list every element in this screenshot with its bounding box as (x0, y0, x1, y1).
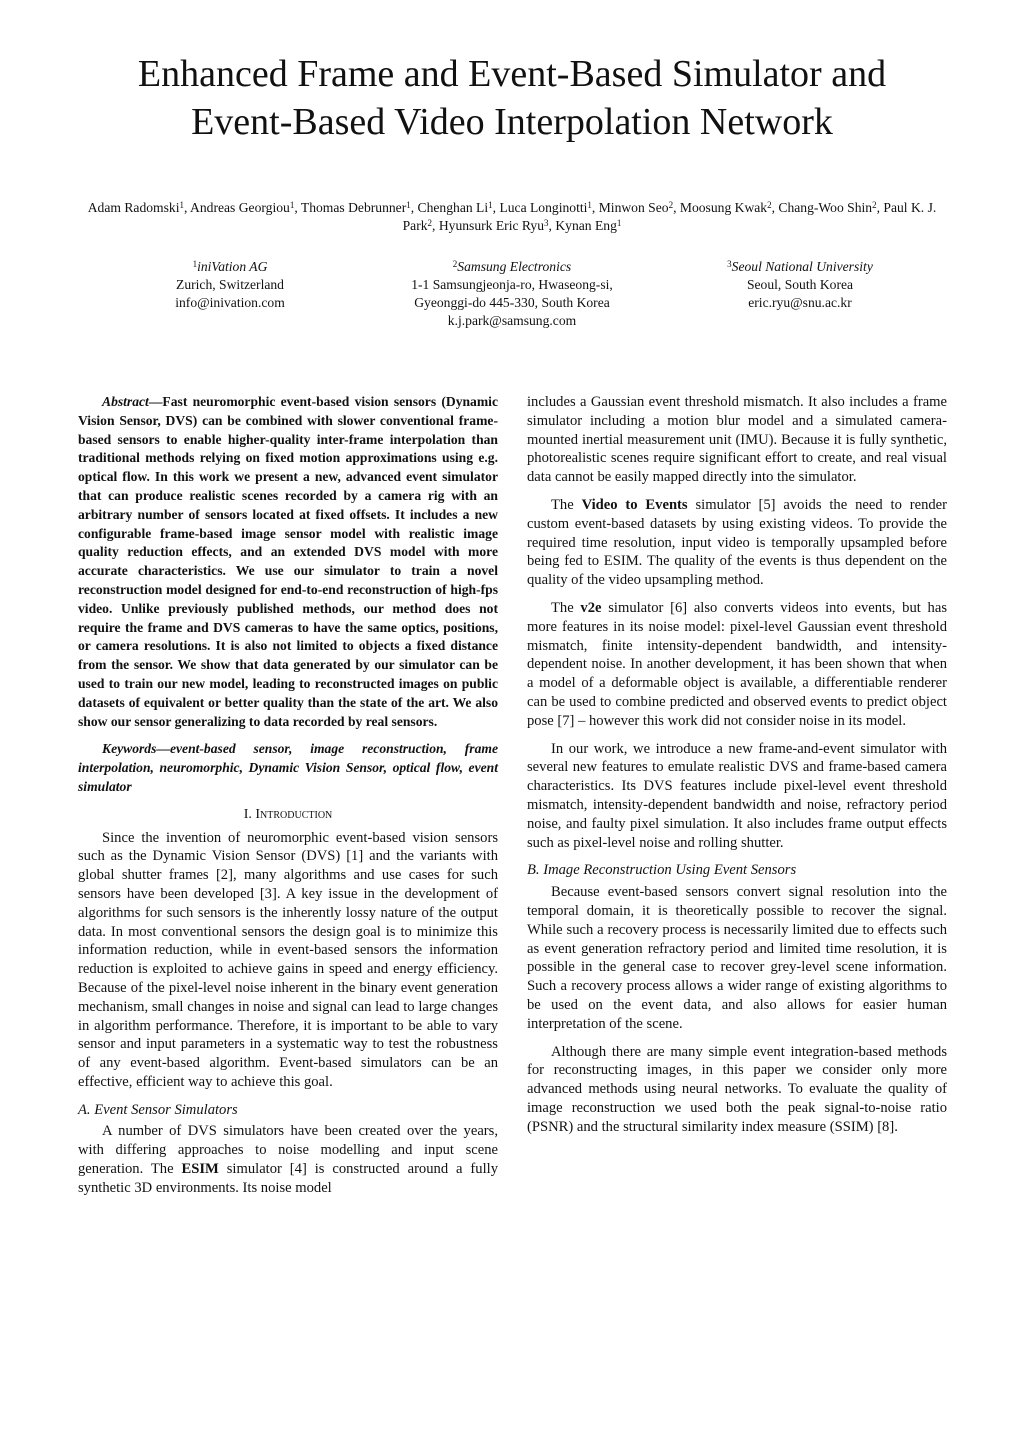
author-name: Paul K. J. Park (402, 200, 937, 233)
author-affiliation-mark: 2 (668, 200, 674, 210)
author-name: Adam Radomski (87, 200, 180, 215)
paragraph: Although there are many simple event integration-based methods for reconstructing images, in this paper we consider only more advanced methods using neural networks. To evaluate the quality of image reconstruction we used both the peak signal-to-noise ratio (PSNR) and the structural similarity index measure (SSIM) [8]. (527, 1043, 947, 1135)
author-affiliation-mark: 2 (767, 200, 772, 210)
author-affiliation-mark: 1 (406, 200, 411, 210)
paragraph: Since the invention of neuromorphic event-based vision sensors such as the Dynamic Vision Sensor (DVS) [1] and the variants with global shutter frames [2], many algorithms and use cases for such sensors have been developed [3]. A key issue in the development of algorithms for such sensors is the inherently lossy nature of the output data. In most conventional sensors the design goal is to minimize this information reduction, while in event-based sensors the information reduction is exploited to achieve gains in speed and energy efficiency. Because of the pixel-level noise inherent in the binary event generation mechanism, small changes in noise and signal can lead to large changes in algorithm performance. Therefore, it is important to be able to vary sensor and input parameters in a systematic way to test the robustness of any event-based algorithm. Event-based simulators can be an effective, efficient way to achieve this goal. (78, 829, 498, 1090)
paragraph: A number of DVS simulators have been created over the years, with differing approaches to noise modelling and input scene generation. The ESIM simulator [4] is constructed around a fully synthetic 3D environments. Its noise model (78, 1123, 498, 1196)
author-list: Adam Radomski$^1$, Andreas Georgiou$^1$, Thomas Debrunner$^1$, Chenghan Li$^1$, Luca Longinotti$^1$, Minwon Seo$^2$, Moosung Kwak$^2$, Chang-Woo Shin$^2$, Paul K. J. Park$^2$, Hyunsurk Eric Ryu$^3$, Kynan Eng$^1$ (87, 200, 937, 233)
abstract: Abstract—Fast neuromorphic event-based vision sensors (Dynamic Vision Sensor, DVS) can be combined with slower conventional frame-based sensors to enable higher-quality inter-frame interpolation than traditional methods relying on fixed motion approximations using e.g. optical flow. In this work we present a new, advanced event simulator that can produce realistic scenes recorded by a camera rig with an arbitrary number of sensors located at fixed offsets. It includes a new configurable frame-based image sensor model with realistic image quality reduction effects, and an extended DVS model with more accurate characteristics. We use our simulator to train a novel reconstruction model designed for end-to-end reconstruction of high-fps video. Unlike previously published methods, our method does not require the frame and DVS cameras to have the same optics, positions, or camera resolutions. It is also not limited to objects a fixed distance from the sensor. We show that data generated by our simulator can be used to train our new model, leading to reconstructed images on public datasets of equivalent or better quality than the state of the art. We also show our sensor generalizing to data recorded by real sensors. (78, 394, 498, 729)
author-affiliation-mark: 1 (488, 200, 493, 210)
paragraph: The Video to Events simulator [5] avoids the need to render custom event-based datasets by using existing videos. To provide the required time resolution, input video is temporally upsampled before being fed to ESIM. The quality of the events is thus dependent on the quality of the video upsampling method. (527, 496, 948, 589)
author-affiliation-mark: 1 (616, 218, 622, 228)
subsection-heading: B. Image Reconstruction Using Event Sensors (527, 862, 797, 879)
right-column (527, 393, 947, 1145)
paragraph: The v2e simulator [6] also converts videos into events, but has more features in its noise model: pixel-level Gaussian event threshold mismatch, finite intensity-dependent bandwidth, and intensity-dependent noise. In another development, it has been shown that when a model of a deformable object is available, a differentiable renderer can be used to combine predicted and observed events to predict object pose [7] – however this work did not consider noise in its model. (527, 599, 947, 729)
affiliation-2: $^2$Samsung Electronics 1-1 Samsungjeonja-ro, Hwaseong-si, Gyeonggi-do 445-330, South Korea k.j.park@samsung.com (411, 259, 613, 328)
paragraph: In our work, we introduce a new frame-and-event simulator with several new features to emulate realistic DVS and frame-based camera characteristics. Its DVS features include pixel-level event threshold mismatch, intensity-dependent bandwidth and noise, refractory period noise, and faulty pixel simulation. It also includes frame output effects such as pixel-level noise and rolling shutter. (527, 740, 947, 851)
author-affiliation-mark: 3 (544, 218, 549, 228)
author-affiliation-mark: 1 (289, 200, 295, 210)
keywords: Keywords—event-based sensor, image reconstruction, frame interpolation, neuromorphic, Dynamic Vision Sensor, optical flow, event simulator (78, 741, 498, 794)
author-affiliation-mark: 1 (587, 200, 592, 210)
author-affiliation-mark: 1 (179, 200, 184, 210)
author-name: Chenghan Li (417, 200, 489, 215)
paragraph: includes a Gaussian event threshold mismatch. It also includes a frame simulator including a motion blur model and a simulated camera-mounted inertial measurement unit (IMU). Because it is fully synthetic, photorealistic scenes require significant effort to create, and real visual data cannot be easily mapped directly into the simulator. (527, 394, 947, 486)
section-heading: I. Introduction (243, 806, 333, 822)
author-affiliation-mark: 2 (872, 200, 877, 210)
author-name: Luca Longinotti (499, 200, 588, 215)
author-name: Hyunsurk Eric Ryu (438, 218, 545, 233)
left-column (78, 393, 498, 1207)
author-name: Kynan Eng (555, 218, 617, 233)
author-name: Chang-Woo Shin (778, 200, 873, 215)
author-name: Moosung Kwak (679, 200, 768, 215)
affiliation-1: $^1$iniVation AG Zurich, Switzerland info@inivation.com (175, 259, 285, 310)
author-name: Thomas Debrunner (300, 200, 407, 215)
paragraph: Because event-based sensors convert signal resolution into the temporal domain, it is theoretically possible to recover the signal. While such a recovery process is necessarily limited due to effects such as event generation refractory period and limited time resolution, it is possible in the general case to recover grey-level scene information. Such a recovery process allows a wider range of existing algorithms to be used on the event data, and also allows for easier human interpretation of the scene. (527, 884, 947, 1032)
subsection-heading: A. Event Sensor Simulators (78, 1101, 238, 1118)
author-name: Minwon Seo (598, 200, 669, 215)
affiliation-3: $^3$Seoul National University Seoul, South Korea eric.ryu@snu.ac.kr (727, 259, 873, 310)
author-affiliation-mark: 2 (427, 218, 433, 228)
author-name: Andreas Georgiou (190, 200, 290, 215)
paper-title: Enhanced Frame and Event-Based Simulator and Event-Based Video Interpolation Network (137, 53, 887, 143)
